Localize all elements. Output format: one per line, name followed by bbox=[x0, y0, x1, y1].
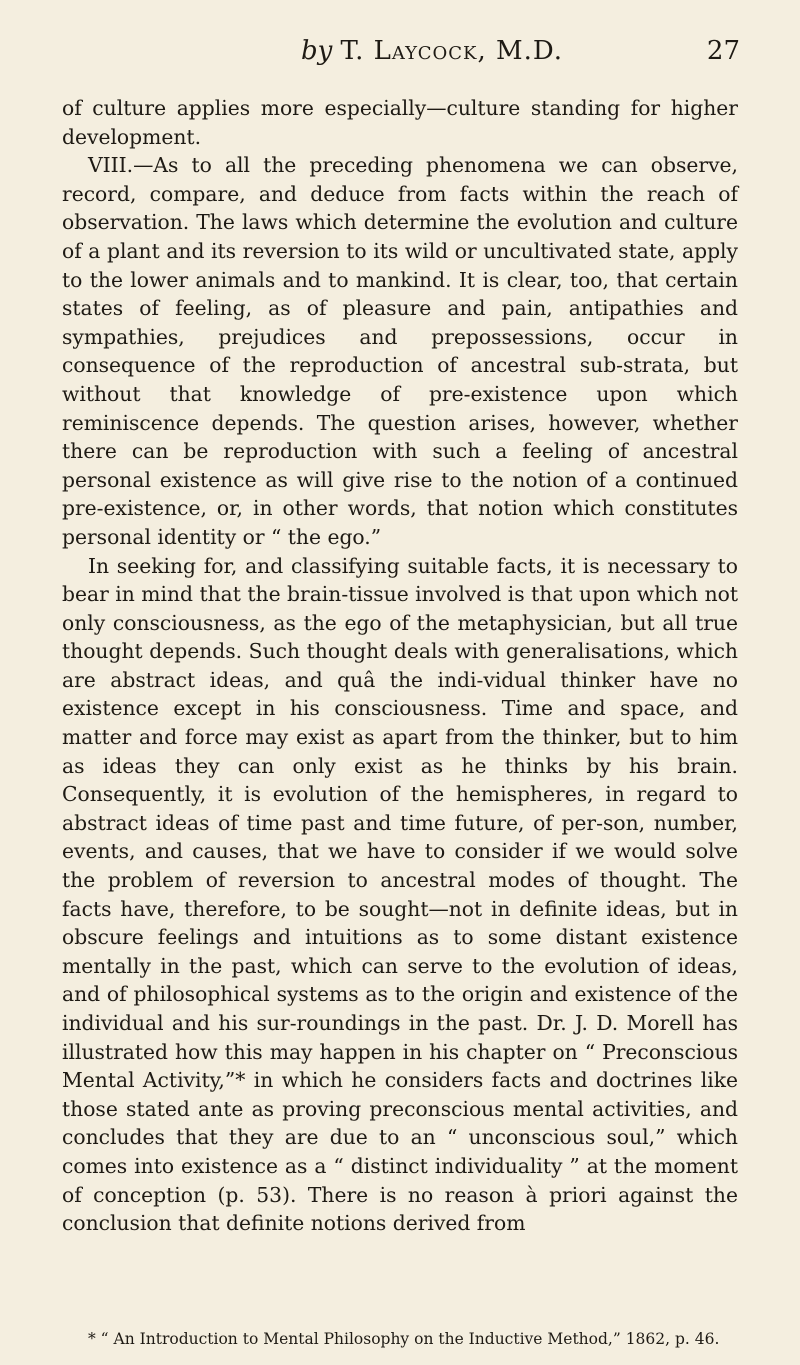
paragraph-seeking-facts: In seeking for, and classifying suitable facts, it is necessary to bear in mind that the brain-tissue involved is that upon which not only consciousness, as the ego of the metaphysician, but all true thought depends. Such thought deals with generalisations, which are abstract ideas, and quâ the indi-vidual thinker have no existence except in his consciousness. Time and space, and matter and force may exist as apart from the thinker, but to him as ideas they can only exist as he thinks by his brain. Consequently, it is evolution of the hemispheres, in regard to abstract ideas of time past and time future, of per-son, number, events, and causes, that we have to consider if we would solve the problem of reversion to ancestral modes of thought. The facts have, therefore, to be sought—not in definite ideas, but in obscure feelings and intuitions as to some distant existence mentally in the past, which can serve to the evolution of ideas, and of philosophical systems as to the origin and existence of the individual and his sur-roundings in the past. Dr. J. D. Morell has illustrated how this may happen in his chapter on “ Preconscious Mental Activity,”* in which he considers facts and doctrines like those stated ante as proving preconscious mental activities, and concludes that they are due to an “ unconscious soul,” which comes into existence as a “ distinct individuality ” at the moment of conception (p. 53). There is no reason à priori against the conclusion that definite notions derived from bbox=[62, 553, 738, 1236]
paragraph-section-viii: VIII.—As to all the preceding phenomena we can observe, record, compare, and deduce from facts within the reach of observation. The laws which determine the evolution and culture of a plant and its reversion to its wild or uncultivated state, apply to the lower animals and to mankind. It is clear, too, that certain states of feeling, as of pleasure and pain, antipathies and sympathies, prejudices and prepossessions, occur in consequence of the reproduction of ancestral sub-strata, but without that knowledge of pre-existence upon which reminiscence depends. The question arises, however, whether there can be reproduction with such a feeling of ancestral personal existence as will give rise to the notion of a continued pre-existence, or, in other words, that notion which constitutes personal identity or “ the ego.” bbox=[62, 153, 738, 549]
running-title-author: T. Laycock, M.D. bbox=[340, 36, 564, 66]
running-title-prefix: by bbox=[300, 36, 333, 66]
page-number: 27 bbox=[706, 36, 740, 66]
footnote: * “ An Introduction to Mental Philosophy on the Inductive Method,” 1862, p. 46. bbox=[88, 1330, 720, 1348]
body-text bbox=[62, 94, 738, 1238]
running-title bbox=[70, 36, 740, 66]
paragraph-continuation: of culture applies more especially—culture standing for higher development. bbox=[62, 96, 738, 149]
running-header bbox=[70, 36, 740, 70]
